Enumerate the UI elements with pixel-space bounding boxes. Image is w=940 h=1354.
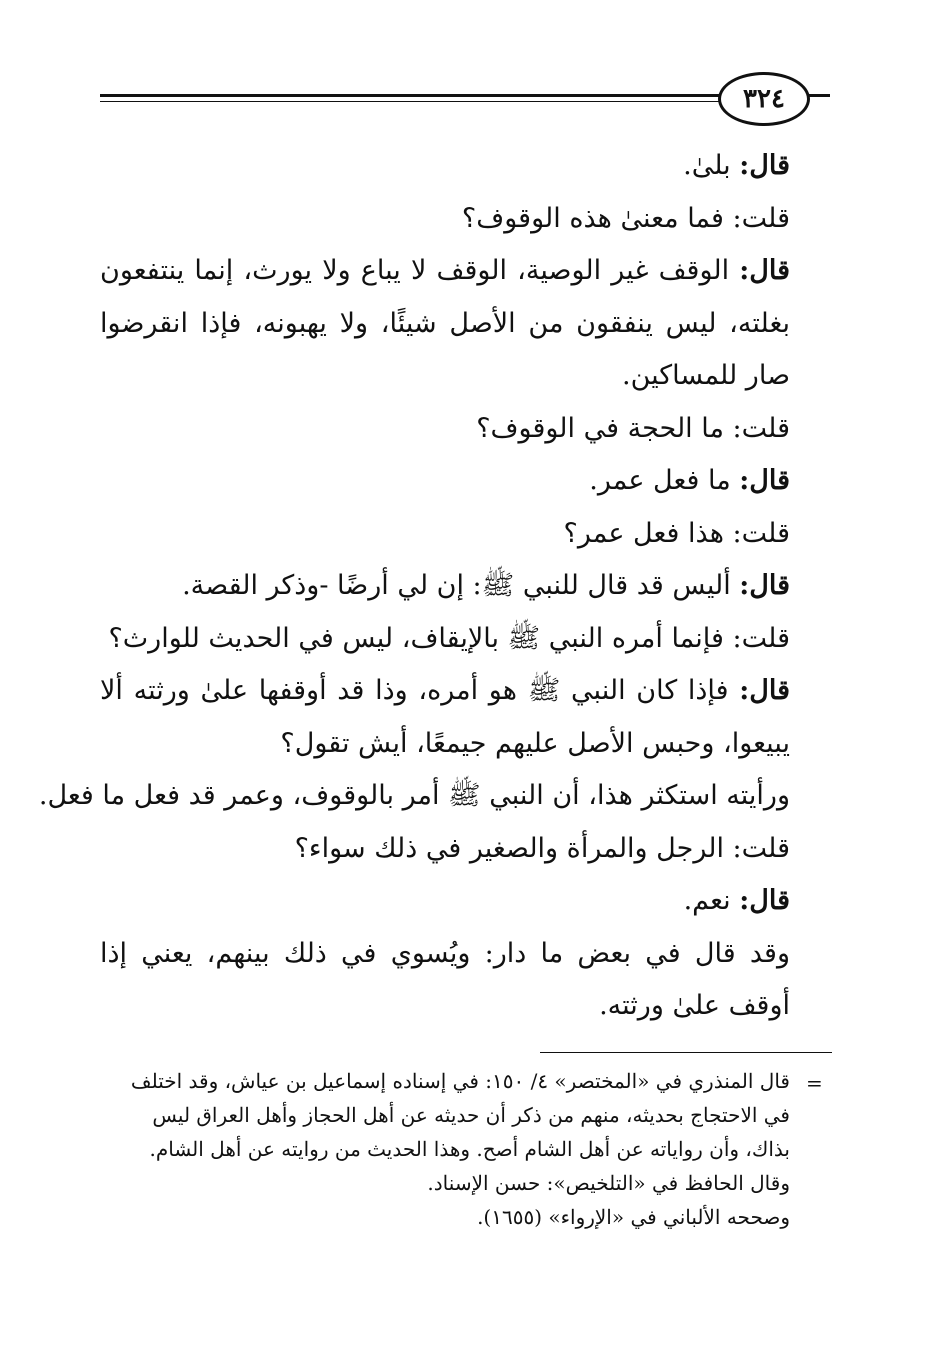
speaker-label: قلت: xyxy=(732,832,790,864)
speaker-label: قال: xyxy=(739,675,790,706)
header-rule-left xyxy=(100,94,722,97)
utterance: الوقف غير الوصية، الوقف لا يباع ولا يورث، إنما ينتفعون بغلته، ليس ينفقون من الأصل شيئًا، ولا يهبونه، فإذا انقرضوا صار للمساكين. xyxy=(100,255,790,391)
paragraph xyxy=(100,665,790,770)
utterance: بلىٰ. xyxy=(683,150,740,181)
footnotes xyxy=(100,1064,790,1234)
utterance: ما فعل عمر. xyxy=(589,465,740,496)
dialogue-line xyxy=(100,875,790,928)
paragraph xyxy=(100,245,790,403)
footnote-continuation-marker: = xyxy=(806,1071,823,1095)
footnote-line: وقال الحافظ في «التلخيص»: حسن الإسناد. xyxy=(427,1171,790,1195)
speaker-label: قلت: xyxy=(732,202,790,234)
speaker-label: قال: xyxy=(739,255,790,286)
closing-paragraph: وقد قال في بعض ما دار: ويُسوي في ذلك بينهم، يعني إذا أوقف علىٰ ورثته. xyxy=(100,937,790,1021)
dialogue-line xyxy=(100,508,790,561)
utterance: فإنما أمره النبي ﷺ بالإيقاف، ليس في الحديث للوارث؟ xyxy=(108,622,733,654)
header-rule-left-thin xyxy=(100,101,722,102)
speaker-label: قلت: xyxy=(732,412,790,444)
footnote-line: في الاحتجاج بحديثه، منهم من ذكر أن حديثه عن أهل الحجاز وأهل العراق ليس xyxy=(152,1103,790,1127)
speaker-label: قال: xyxy=(739,570,790,601)
speaker-label: قال: xyxy=(739,150,790,181)
utterance: فما معنىٰ هذه الوقوف؟ xyxy=(461,202,733,234)
plain-line: ورأيته استكثر هذا، أن النبي ﷺ أمر بالوقوف، وعمر قد فعل ما فعل. xyxy=(38,780,790,811)
utterance: الرجل والمرأة والصغير في ذلك سواء؟ xyxy=(294,832,733,864)
utterance: نعم. xyxy=(683,885,740,916)
footnote-line: قال المنذري في «المختصر» ٤/ ١٥٠: في إسناده إسماعيل بن عياش، وقد اختلف xyxy=(130,1069,790,1093)
main-text xyxy=(38,140,790,1033)
dialogue-line xyxy=(100,140,790,193)
utterance: ما الحجة في الوقوف؟ xyxy=(476,412,733,444)
footnote-line: وصححه الألباني في «الإرواء» (١٦٥٥). xyxy=(477,1205,790,1229)
page-number: ٣٢٤ xyxy=(718,72,810,126)
utterance: أليس قد قال للنبي ﷺ: إن لي أرضًا -وذكر القصة. xyxy=(182,570,740,601)
footnote-separator xyxy=(540,1052,832,1053)
speaker-label: قلت: xyxy=(732,517,790,549)
dialogue-line xyxy=(100,193,790,246)
footnote-line: بذاك، وأن رواياته عن أهل الشام أصح. وهذا الحديث من روايته عن أهل الشام. xyxy=(149,1137,790,1161)
utterance: هذا فعل عمر؟ xyxy=(563,517,733,549)
dialogue-line xyxy=(100,613,790,666)
dialogue-line xyxy=(100,455,790,508)
speaker-label: قال: xyxy=(739,885,790,916)
dialogue-line xyxy=(100,403,790,456)
dialogue-line xyxy=(100,823,790,876)
speaker-label: قال: xyxy=(739,465,790,496)
speaker-label: قلت: xyxy=(732,622,790,654)
utterance: فإذا كان النبي ﷺ هو أمره، وذا قد أوقفها علىٰ ورثته ألا يبيعوا، وحبس الأصل عليهم جيمعًا، أيش تقول؟ xyxy=(100,675,790,759)
dialogue-line xyxy=(100,560,790,613)
page-header xyxy=(100,72,830,128)
